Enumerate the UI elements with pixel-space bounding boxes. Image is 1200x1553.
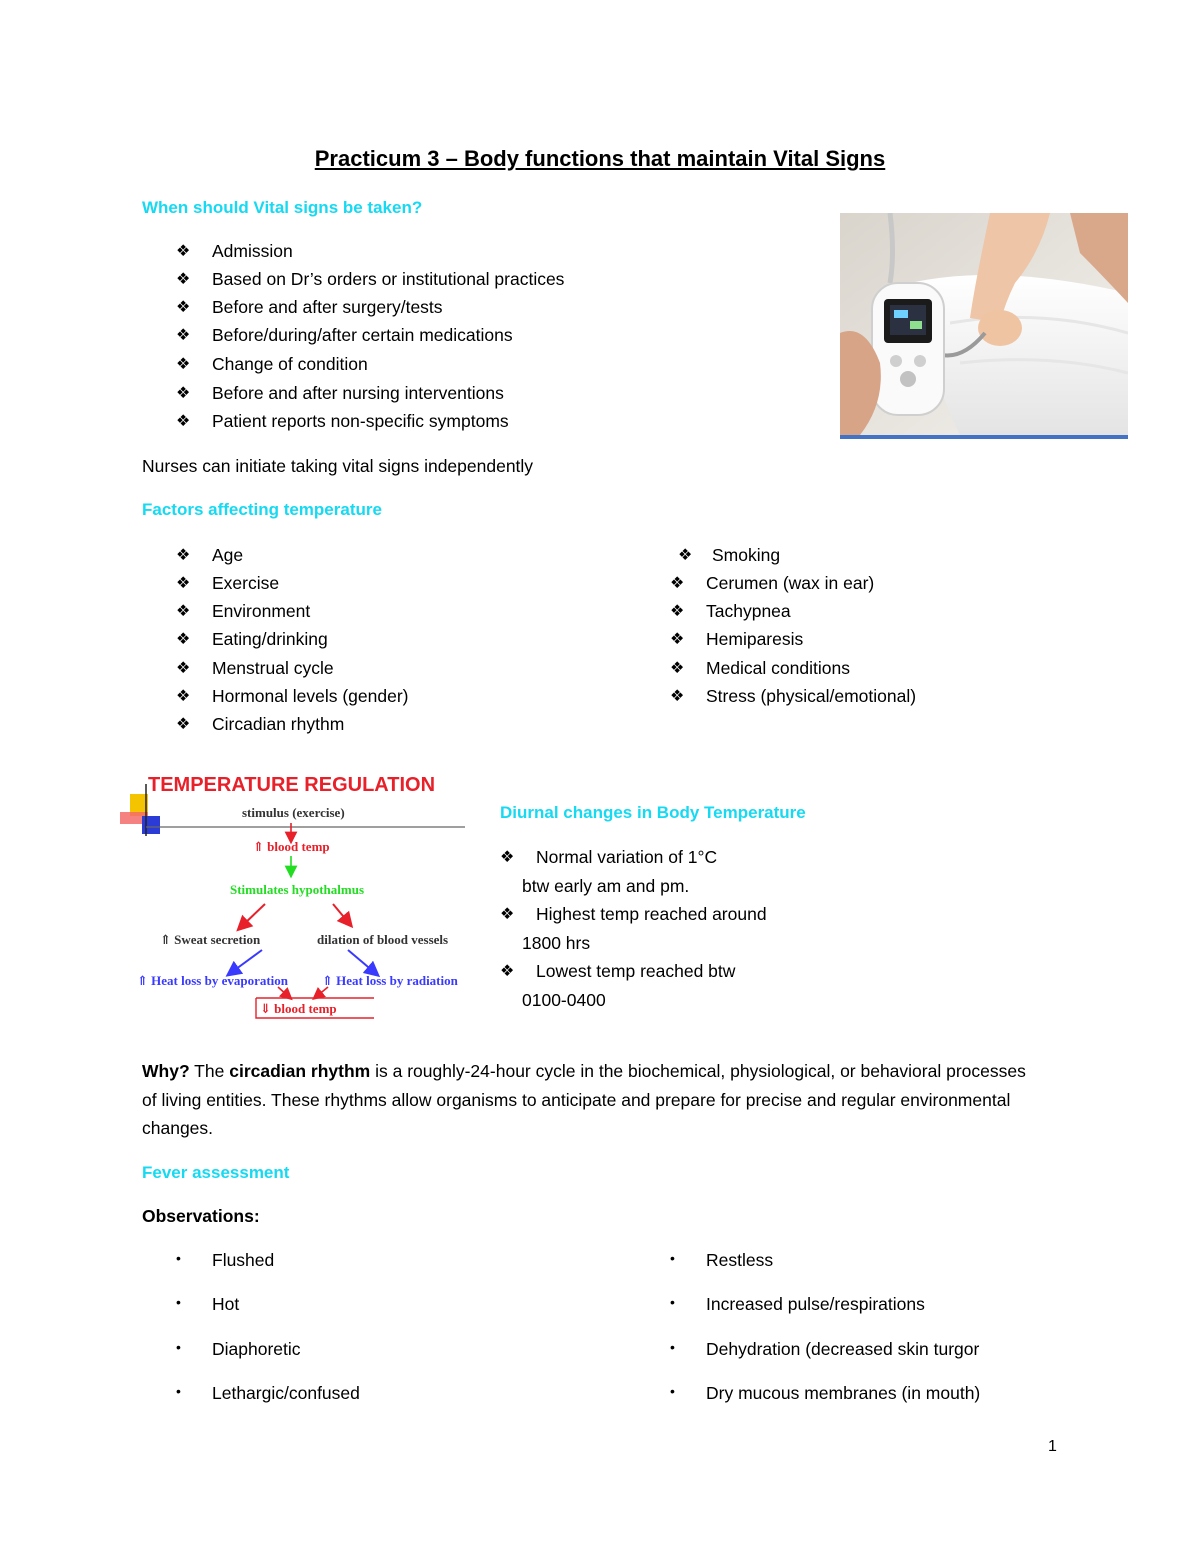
diamond-bullet-icon: ❖ [500, 963, 515, 980]
section-heading-factors: Factors affecting temperature [142, 500, 382, 519]
dot-bullet-icon: • [176, 1250, 181, 1266]
deco-square-blue [142, 816, 160, 834]
list-item: ❖ Admission [176, 241, 293, 261]
list-item: • Dry mucous membranes (in mouth) [670, 1383, 981, 1403]
diagram-dilation: dilation of blood vessels [317, 932, 449, 947]
diamond-bullet-icon: ❖ [176, 575, 191, 592]
diamond-bullet-icon: ❖ [176, 631, 191, 648]
list-item: ❖ Age [176, 545, 244, 565]
diamond-bullet-icon: ❖ [670, 688, 685, 705]
list-item-continuation: 0100-0400 [522, 990, 606, 1010]
diagram-hypothalamus: Stimulates hypothalmus [230, 882, 364, 897]
dot-bullet-icon: • [670, 1383, 675, 1399]
diagram-blood-temp-up: ⇑ blood temp [253, 839, 330, 854]
why-label: Why? [142, 1061, 190, 1081]
list-item: ❖ Lowest temp reached btw [500, 961, 736, 981]
diamond-bullet-icon: ❖ [670, 631, 685, 648]
diamond-bullet-icon: ❖ [176, 385, 191, 402]
list-item: ❖ Highest temp reached around [500, 904, 767, 924]
dot-bullet-icon: • [176, 1294, 181, 1310]
diamond-bullet-icon: ❖ [176, 271, 191, 288]
list-item: ❖ Change of condition [176, 354, 368, 374]
dot-bullet-icon: • [670, 1339, 675, 1355]
list-item: • Diaphoretic [176, 1339, 301, 1359]
list-item: ❖ Menstrual cycle [176, 658, 334, 678]
list-item: • Lethargic/confused [176, 1383, 360, 1403]
list-item: ❖ Before and after nursing interventions [176, 383, 504, 403]
list-item: ❖ Patient reports non-specific symptoms [176, 411, 509, 431]
list-item: ❖ Circadian rhythm [176, 714, 345, 734]
list-item: ❖ Normal variation of 1°C [500, 847, 718, 867]
diamond-bullet-icon: ❖ [176, 299, 191, 316]
list-item: ❖ Based on Dr’s orders or institutional practices [176, 269, 565, 289]
list-item: ❖ Eating/drinking [176, 629, 328, 649]
dot-bullet-icon: • [670, 1294, 675, 1310]
list-item: ❖ Smoking [678, 545, 781, 565]
diamond-bullet-icon: ❖ [500, 849, 515, 866]
list-item: ❖ Hemiparesis [670, 629, 804, 649]
list-item: ❖ Medical conditions [670, 658, 850, 678]
list-item: ❖ Cerumen (wax in ear) [670, 573, 875, 593]
diagram-evaporation: ⇑ Heat loss by evaporation [137, 973, 289, 988]
diamond-bullet-icon: ❖ [176, 243, 191, 260]
section-heading-fever: Fever assessment [142, 1163, 290, 1182]
page-number: 1 [1048, 1438, 1057, 1455]
diamond-bullet-icon: ❖ [176, 327, 191, 344]
list-item-continuation: btw early am and pm. [522, 876, 690, 896]
list-item: • Increased pulse/respirations [670, 1294, 925, 1314]
diagram-radiation: ⇑ Heat loss by radiation [322, 973, 458, 988]
dot-bullet-icon: • [176, 1339, 181, 1355]
list-item: ❖ Before and after surgery/tests [176, 297, 443, 317]
photo-illustration [840, 213, 1128, 435]
diamond-bullet-icon: ❖ [176, 660, 191, 677]
observations-label: Observations: [142, 1206, 260, 1226]
diamond-bullet-icon: ❖ [176, 356, 191, 373]
page-title: Practicum 3 – Body functions that maintain Vital Signs [314, 146, 886, 171]
list-item: ❖ Before/during/after certain medications [176, 325, 513, 345]
list-item: ❖ Stress (physical/emotional) [670, 686, 917, 706]
list-item: • Dehydration (decreased skin turgor [670, 1339, 980, 1359]
diagram-blood-temp-down: ⇓ blood temp [260, 1001, 337, 1016]
dot-bullet-icon: • [176, 1383, 181, 1399]
diamond-bullet-icon: ❖ [176, 688, 191, 705]
list-item: ❖ Environment [176, 601, 311, 621]
list-item: ❖ Exercise [176, 573, 280, 593]
diamond-bullet-icon: ❖ [176, 547, 191, 564]
why-paragraph: Why? The circadian rhythm is a roughly-24-hour cycle in the biochemical, physiological, or behavioral processes of living entities. These rhythms allow organisms to anticipate and prepare for precise and regular environmental changes. [142, 1061, 1026, 1138]
diagram-title: TEMPERATURE REGULATION [148, 774, 436, 796]
list-item-continuation: 1800 hrs [522, 933, 591, 953]
circadian-rhythm-term: circadian rhythm [229, 1061, 371, 1081]
list-item: ❖ Hormonal levels (gender) [176, 686, 409, 706]
temperature-regulation-diagram [120, 770, 480, 1030]
list-item: • Flushed [176, 1250, 275, 1270]
pulse-oximeter-photo [840, 213, 1128, 439]
list-item: ❖ Tachypnea [670, 601, 791, 621]
list-item: • Restless [670, 1250, 774, 1270]
diamond-bullet-icon: ❖ [670, 603, 685, 620]
section-heading-when: When should Vital signs be taken? [142, 198, 423, 217]
diamond-bullet-icon: ❖ [670, 660, 685, 677]
diamond-bullet-icon: ❖ [678, 547, 693, 564]
diagram-sweat: ⇑ Sweat secretion [160, 932, 261, 947]
diamond-bullet-icon: ❖ [176, 603, 191, 620]
diamond-bullet-icon: ❖ [670, 575, 685, 592]
list-item: • Hot [176, 1294, 240, 1314]
diagram-stimulus: stimulus (exercise) [242, 805, 345, 820]
independent-note: Nurses can initiate taking vital signs independently [142, 456, 534, 476]
diamond-bullet-icon: ❖ [500, 906, 515, 923]
diamond-bullet-icon: ❖ [176, 413, 191, 430]
dot-bullet-icon: • [670, 1250, 675, 1266]
section-heading-diurnal: Diurnal changes in Body Temperature [500, 803, 806, 822]
diamond-bullet-icon: ❖ [176, 716, 191, 733]
